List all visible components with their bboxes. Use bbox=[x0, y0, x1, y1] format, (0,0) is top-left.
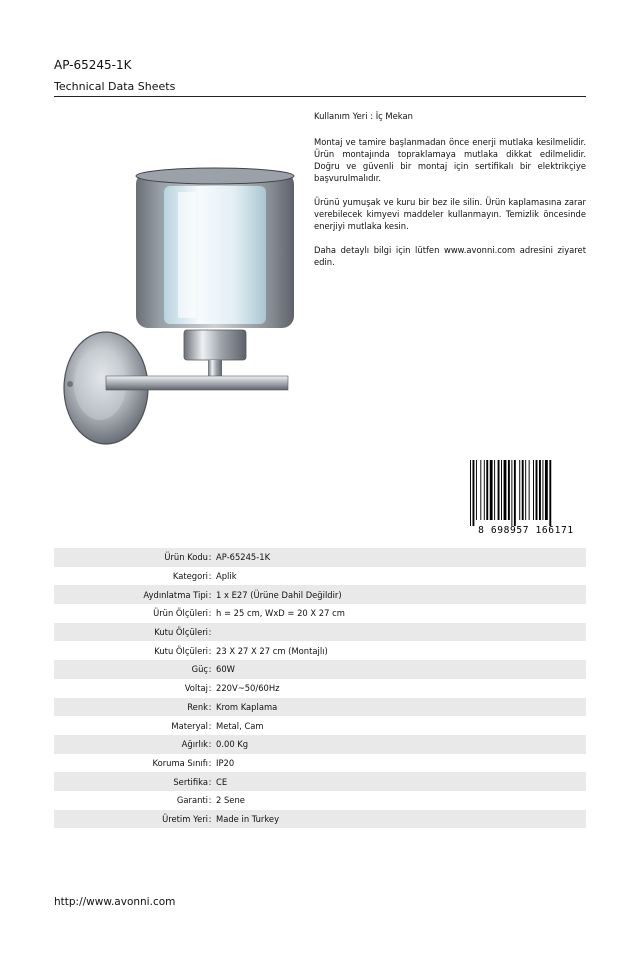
cleaning-note: Ürünü yumuşak ve kuru bir bez ile silin. Ürün kaplamasına zarar verebilecek kimyevi maddeler kullanmayın. Temizlik öncesinde enerjiyi mutlaka kesin. bbox=[314, 197, 586, 231]
spec-value: Metal, Cam bbox=[216, 720, 264, 731]
spec-label: Materyal bbox=[171, 720, 208, 731]
spec-row: Renk : Krom Kaplama bbox=[54, 698, 586, 717]
spec-label: Güç bbox=[191, 664, 208, 675]
spec-label: Voltaj bbox=[184, 683, 208, 694]
spec-value: AP-65245-1K bbox=[216, 552, 271, 563]
spec-row: Kategori : Aplik bbox=[54, 567, 586, 586]
spec-value: IP20 bbox=[216, 757, 235, 768]
spec-value: Krom Kaplama bbox=[216, 701, 278, 712]
document-subtitle: Technical Data Sheets bbox=[54, 80, 176, 93]
spec-row: Aydınlatma Tipi : 1 x E27 (Ürüne Dahil Değildir) bbox=[54, 585, 586, 604]
spec-row: Ağırlık : 0.00 Kg bbox=[54, 735, 586, 754]
spec-value: 60W bbox=[216, 664, 235, 675]
usage-info bbox=[314, 110, 586, 280]
spec-row: Üretim Yeri : Made in Turkey bbox=[54, 810, 586, 829]
barcode bbox=[468, 460, 584, 536]
spec-value: 220V~50/60Hz bbox=[216, 683, 280, 694]
website-note: Daha detaylı bilgi için lütfen www.avonni.com adresini ziyaret edin. bbox=[314, 245, 586, 267]
product-photo bbox=[54, 108, 306, 508]
spec-row: Kutu Ölçüleri : bbox=[54, 623, 586, 642]
barcode-digits: 8 698957 166171 bbox=[478, 525, 574, 536]
spec-row: Güç : 60W bbox=[54, 660, 586, 679]
spec-label: Garanti bbox=[176, 795, 208, 806]
spec-label: Üretim Yeri bbox=[162, 813, 208, 824]
spec-value: 2 Sene bbox=[216, 795, 245, 806]
website-link[interactable]: http://www.avonni.com bbox=[54, 896, 176, 908]
spec-row: Sertifika : CE bbox=[54, 772, 586, 791]
safety-note: Montaj ve tamire başlanmadan önce enerji mutlaka kesilmelidir. Ürün montajında topraklamaya mutlaka dikkat edilmelidir. Doğru ve güvenli bir montaj için sertifikalı bir elektrikçiye başvurulmalıdır. bbox=[314, 137, 586, 183]
spec-label: Ağırlık bbox=[181, 739, 208, 750]
spec-label: Sertifika bbox=[173, 776, 208, 787]
spec-label: Aydınlatma Tipi bbox=[143, 589, 208, 600]
spec-value: 23 X 27 X 27 cm (Montajlı) bbox=[216, 645, 328, 656]
spec-value: 1 x E27 (Ürüne Dahil Değildir) bbox=[216, 589, 342, 600]
spec-label: Ürün Kodu bbox=[164, 552, 208, 563]
spec-table bbox=[54, 548, 586, 828]
spec-value: Made in Turkey bbox=[216, 813, 280, 824]
spec-value: Aplik bbox=[216, 571, 237, 582]
spec-value: CE bbox=[216, 776, 228, 787]
product-code-title: AP-65245-1K bbox=[54, 58, 132, 72]
spec-label: Koruma Sınıfı bbox=[152, 757, 208, 768]
spec-label: Kategori bbox=[172, 571, 208, 582]
spec-row: Ürün Kodu : AP-65245-1K bbox=[54, 548, 586, 567]
spec-label: Renk bbox=[187, 701, 208, 712]
spec-value: h = 25 cm, WxD = 20 X 27 cm bbox=[216, 608, 345, 619]
spec-value: 0.00 Kg bbox=[216, 739, 249, 750]
spec-label: Kutu Ölçüleri bbox=[154, 627, 208, 638]
spec-row: Ürün Ölçüleri : h = 25 cm, WxD = 20 X 27 cm bbox=[54, 604, 586, 623]
spec-row: Garanti : 2 Sene bbox=[54, 791, 586, 810]
spec-row: Koruma Sınıfı : IP20 bbox=[54, 754, 586, 773]
usage-location: Kullanım Yeri : İç Mekan bbox=[314, 111, 413, 121]
spec-label: Ürün Ölçüleri bbox=[153, 608, 208, 619]
spec-row: Voltaj : 220V~50/60Hz bbox=[54, 679, 586, 698]
spec-row: Materyal : Metal, Cam bbox=[54, 716, 586, 735]
spec-label: Kutu Ölçüleri bbox=[154, 645, 208, 656]
header-divider bbox=[54, 96, 586, 97]
spec-row: Kutu Ölçüleri : 23 X 27 X 27 cm (Montajlı) bbox=[54, 641, 586, 660]
